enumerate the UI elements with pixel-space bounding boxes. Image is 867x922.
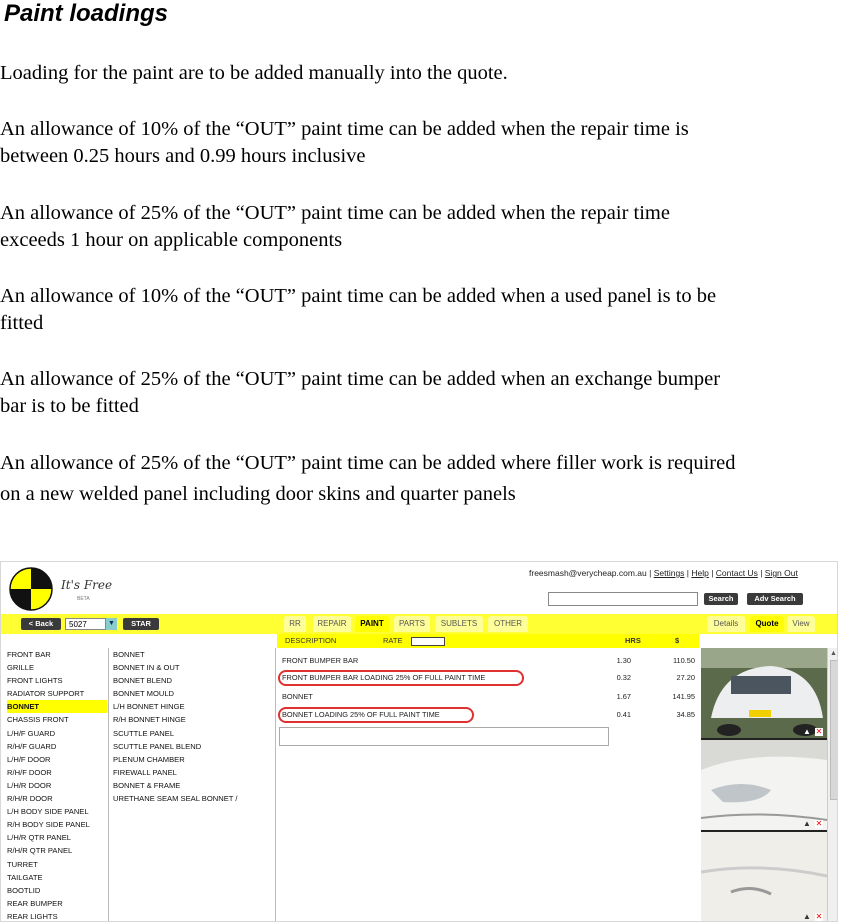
tab-view[interactable]: View (787, 616, 815, 632)
header-hrs: HRS (625, 636, 641, 645)
search-button[interactable]: Search (704, 593, 738, 605)
category-item[interactable]: TURRET (7, 859, 38, 869)
back-button[interactable]: < Back (21, 618, 61, 630)
paragraph-line: on a new welded panel including door skins and quarter panels (0, 483, 516, 505)
paragraph-line: An allowance of 25% of the “OUT” paint time can be added when an exchange bumper (0, 368, 721, 390)
tab-paint[interactable]: PAINT (355, 616, 389, 632)
delete-icon[interactable]: ✕ (815, 912, 823, 921)
subitem[interactable]: BONNET MOULD (113, 689, 175, 699)
new-item-input[interactable] (279, 727, 609, 746)
paragraph-allowance-5 (0, 448, 867, 510)
paragraph-line: between 0.25 hours and 0.99 hours inclusive (0, 145, 366, 167)
category-item[interactable]: TAILGATE (7, 872, 43, 882)
paragraph-allowance-1 (0, 116, 867, 170)
subitem[interactable]: BONNET IN & OUT (113, 663, 180, 673)
tab-sublets[interactable]: SUBLETS (435, 616, 483, 632)
delete-icon[interactable]: ✕ (815, 727, 823, 736)
photo-scrollbar[interactable] (827, 648, 838, 922)
quote-row-desc[interactable]: FRONT BUMPER BAR (282, 656, 359, 665)
paragraph-line: exceeds 1 hour on applicable components (0, 229, 343, 251)
quote-row-desc[interactable]: BONNET (282, 692, 313, 701)
category-item[interactable]: CHASSIS FRONT (7, 715, 69, 725)
help-link[interactable]: Help (691, 568, 709, 578)
tab-rr[interactable]: RR (284, 616, 306, 632)
category-item[interactable]: L/H BODY SIDE PANEL (7, 807, 89, 817)
app-screenshot (0, 561, 838, 922)
category-item[interactable]: R/H/F DOOR (7, 767, 52, 777)
quote-row-amount: 27.20 (676, 673, 695, 682)
logo-sub: BETA (77, 596, 90, 602)
subitem[interactable]: URETHANE SEAM SEAL BONNET / (113, 794, 238, 804)
paragraph-line: An allowance of 25% of the “OUT” paint time can be added where filler work is required (0, 452, 736, 474)
subitem[interactable]: SCUTTLE PANEL BLEND (113, 741, 202, 751)
tab-quote[interactable]: Quote (750, 616, 784, 632)
logo-icon (9, 567, 53, 611)
subitem[interactable]: BONNET BLEND (113, 676, 172, 686)
user-email: freesmash@verycheap.com.au (529, 568, 647, 578)
category-item[interactable]: R/H/F GUARD (7, 741, 57, 751)
paragraph-line: An allowance of 25% of the “OUT” paint time can be added when the repair time (0, 202, 670, 224)
move-up-icon[interactable]: ▲ (803, 819, 811, 828)
paragraph-line: fitted (0, 312, 44, 334)
car-photo-3[interactable] (701, 832, 827, 922)
subitem[interactable]: L/H BONNET HINGE (113, 702, 185, 712)
rate-input[interactable] (411, 637, 445, 646)
divider (108, 648, 109, 922)
quote-header (277, 634, 699, 648)
category-item[interactable]: R/H BODY SIDE PANEL (7, 820, 90, 830)
quote-row-hrs: 0.41 (616, 710, 631, 719)
quote-row-desc[interactable]: FRONT BUMPER BAR LOADING 25% OF FULL PAINT TIME (282, 673, 486, 682)
divider (275, 648, 276, 922)
move-up-icon[interactable]: ▲ (803, 912, 811, 921)
subitem[interactable]: PLENUM CHAMBER (113, 754, 185, 764)
header-description: DESCRIPTION (285, 636, 337, 645)
move-up-icon[interactable]: ▲ (803, 727, 811, 736)
quote-row-hrs: 1.30 (616, 656, 631, 665)
tab-details[interactable]: Details (707, 616, 745, 632)
category-item[interactable]: L/H/F DOOR (7, 754, 51, 764)
subitem[interactable]: BONNET & FRAME (113, 780, 181, 790)
delete-icon[interactable]: ✕ (815, 819, 823, 828)
quote-row-amount: 34.85 (676, 710, 695, 719)
subitem[interactable]: BONNET (113, 650, 145, 659)
category-item[interactable]: R/H/R DOOR (7, 794, 53, 804)
subitem[interactable]: R/H BONNET HINGE (113, 715, 186, 725)
sign-out-link[interactable]: Sign Out (764, 568, 798, 578)
quote-row-amount: 141.95 (672, 692, 695, 701)
subitem-list (113, 648, 273, 805)
contact-us-link[interactable]: Contact Us (715, 568, 758, 578)
category-item[interactable]: L/H/R QTR PANEL (7, 833, 71, 843)
search-input[interactable] (548, 592, 698, 606)
paragraph-line: Loading for the paint are to be added manually into the quote. (0, 62, 508, 84)
paragraph-allowance-2 (0, 200, 867, 254)
category-item[interactable]: L/H/F GUARD (7, 728, 56, 738)
category-item[interactable]: FRONT BAR (7, 650, 51, 659)
scroll-thumb[interactable] (830, 660, 838, 800)
paragraph-line: An allowance of 10% of the “OUT” paint time can be added when a used panel is to be (0, 285, 717, 307)
header-dollar: $ (675, 636, 680, 645)
star-button[interactable]: STAR (123, 618, 159, 630)
tab-other[interactable]: OTHER (488, 616, 528, 632)
photo-panel (701, 648, 827, 922)
subitem[interactable]: FIREWALL PANEL (113, 767, 177, 777)
quote-row-desc[interactable]: BONNET LOADING 25% OF FULL PAINT TIME (282, 710, 440, 719)
category-item[interactable]: GRILLE (7, 663, 35, 673)
tab-repair[interactable]: REPAIR (313, 616, 351, 632)
scroll-up-icon[interactable]: ▲ (830, 650, 837, 657)
category-item[interactable]: RADIATOR SUPPORT (7, 689, 85, 699)
adv-search-button[interactable]: Adv Search (747, 593, 803, 605)
quote-row-amount: 110.50 (672, 656, 695, 665)
tab-parts[interactable]: PARTS (394, 616, 430, 632)
car-photo-2[interactable] (701, 740, 827, 830)
paragraph-allowance-4 (0, 366, 867, 420)
car-photo-1[interactable] (701, 648, 827, 738)
paragraph-line: bar is to be fitted (0, 395, 139, 417)
paragraph-intro (0, 60, 867, 87)
quote-row-hrs: 1.67 (616, 692, 631, 701)
doc-title: Paint loadings (4, 0, 169, 27)
category-item[interactable]: REAR BUMPER (7, 898, 63, 908)
quote-row-hrs: 0.32 (616, 673, 631, 682)
header-rate: RATE (383, 636, 403, 645)
paragraph-line: An allowance of 10% of the “OUT” paint time can be added when the repair time is (0, 118, 689, 140)
subitem[interactable]: SCUTTLE PANEL (113, 728, 175, 738)
category-item[interactable]: FRONT LIGHTS (7, 676, 63, 686)
category-item[interactable]: BOOTLID (7, 885, 41, 895)
logo-text: It's Free (61, 578, 113, 592)
category-item[interactable]: R/H/R QTR PANEL (7, 846, 73, 856)
chevron-down-icon[interactable]: ▼ (105, 618, 117, 630)
category-item[interactable]: BONNET (7, 700, 107, 713)
vehicle-select[interactable]: 5027 (65, 618, 117, 630)
top-links: freesmash@verycheap.com.au | Settings | Help | Contact Us | Sign Out (529, 568, 798, 578)
settings-link[interactable]: Settings (653, 568, 685, 578)
category-list (7, 648, 107, 922)
paragraph-allowance-3 (0, 283, 867, 337)
category-item[interactable]: L/H/R DOOR (7, 780, 52, 790)
category-item[interactable]: REAR LIGHTS (7, 911, 58, 921)
